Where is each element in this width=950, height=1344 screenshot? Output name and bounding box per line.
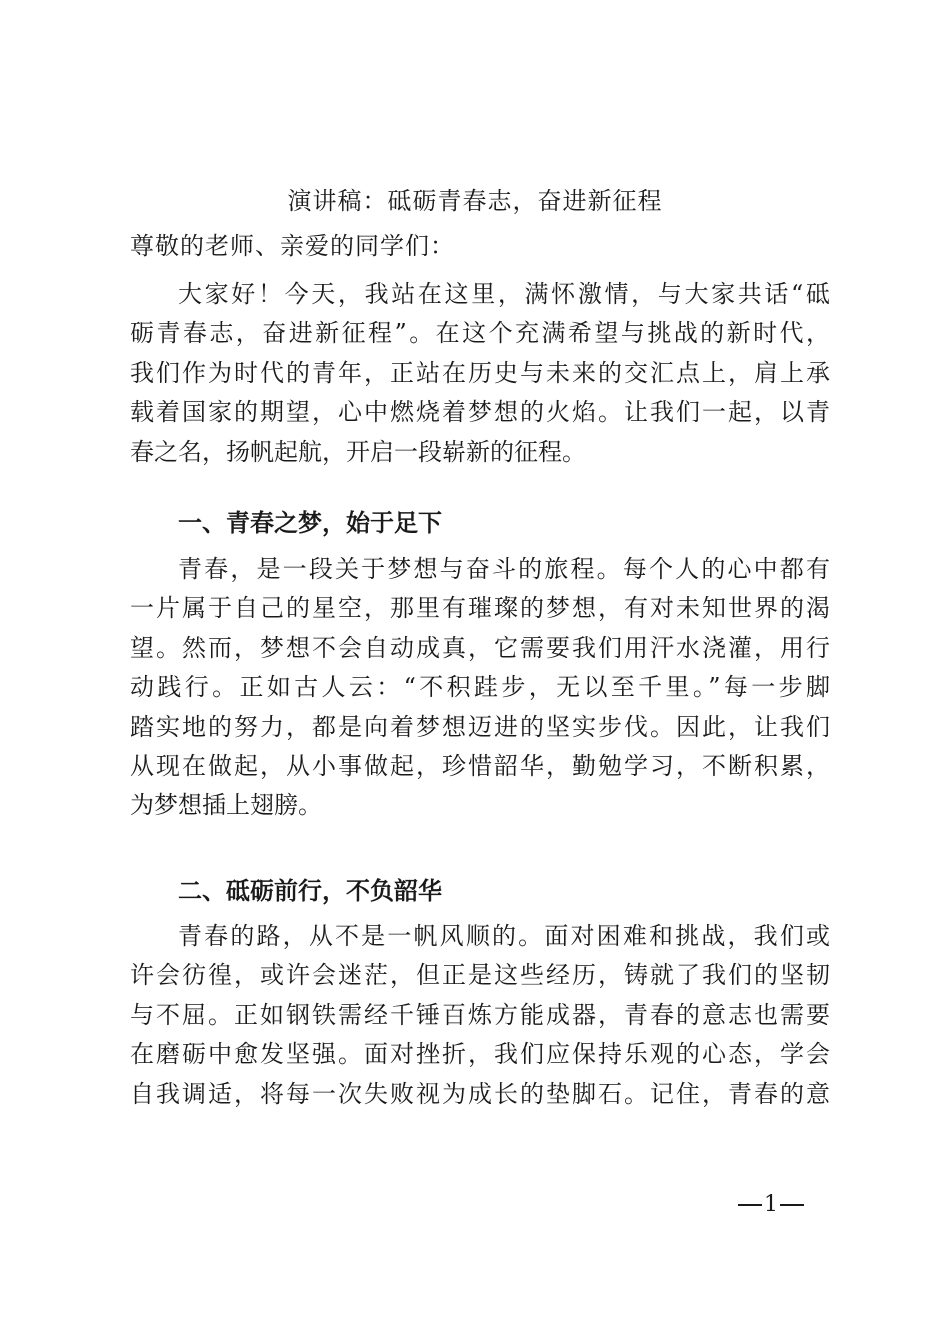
paragraph-line: 与不屈。正如钢铁需经千锤百炼方能成器，青春的意志也需要 [130,1000,830,1029]
section-2-paragraph [130,917,830,1114]
section-heading-1: 一、青春之梦，始于足下 [178,509,442,537]
paragraph-line: 为梦想插上翅膀。 [130,791,322,820]
section-heading-2: 二、砥砺前行，不负韶华 [178,877,442,905]
page-number-value: 1 [764,1192,778,1217]
page-number [738,1190,818,1220]
intro-paragraph [130,275,830,472]
paragraph-line: 一片属于自己的星空，那里有璀璨的梦想，有对未知世界的渴 [130,594,830,623]
paragraph-line: 我们作为时代的青年，正站在历史与未来的交汇点上，肩上承 [130,358,830,387]
paragraph-line: 从现在做起，从小事做起，珍惜韶华，勤勉学习，不断积累， [130,751,830,780]
paragraph-line: 动践行。正如古人云：“不积跬步，无以至千里。”每一步脚 [130,673,830,702]
paragraph-line: 望。然而，梦想不会自动成真，它需要我们用汗水浇灌，用行 [130,633,830,662]
paragraph-line: 自我调适，将每一次失败视为成长的垫脚石。记住，青春的意 [130,1079,830,1108]
page-number-dash-left [738,1204,762,1206]
paragraph-line: 青春，是一段关于梦想与奋斗的旅程。每个人的心中都有 [178,555,830,583]
paragraph-line: 载着国家的期望，心中燃烧着梦想的火焰。让我们一起，以青 [130,398,830,427]
document-title: 演讲稿：砥砺青春志，奋进新征程 [287,187,663,215]
paragraph-line: 在磨砺中愈发坚强。面对挫折，我们应保持乐观的心态，学会 [130,1040,830,1069]
paragraph-line: 青春的路，从不是一帆风顺的。面对困难和挑战，我们或 [178,922,830,950]
paragraph-line: 砺青春志，奋进新征程”。在这个充满希望与挑战的新时代， [130,319,830,348]
paragraph-line: 许会彷徨，或许会迷茫，但正是这些经历，铸就了我们的坚韧 [130,961,830,990]
paragraph-line: 大家好！今天，我站在这里，满怀激情，与大家共话“砥 [178,280,830,308]
paragraph-line: 踏实地的努力，都是向着梦想迈进的坚实步伐。因此，让我们 [130,712,830,741]
section-1-paragraph [130,550,830,826]
page-number-dash-right [780,1204,804,1206]
paragraph-line: 春之名，扬帆起航，开启一段崭新的征程。 [130,437,586,466]
salutation: 尊敬的老师、亲爱的同学们： [130,232,455,260]
